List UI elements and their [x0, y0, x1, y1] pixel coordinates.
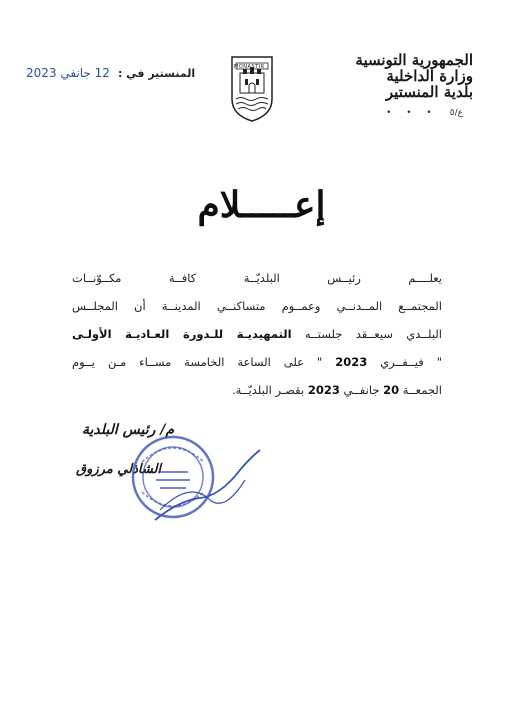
emblem-label: MONASTIR: [234, 64, 265, 70]
body-line-3: [72, 320, 442, 348]
body-line-1: يعلــــم رئيــس البلديّــة كافــة مكــوّنــات: [72, 271, 442, 285]
body-line-4-end: " على الساعة الخامسة مســاء مـن يــوم: [72, 355, 336, 369]
handwritten-signature-icon: [150, 440, 270, 530]
announcement-body: [72, 264, 442, 404]
body-line-5-day: 20: [383, 383, 400, 397]
date-block: [26, 66, 195, 80]
reference-number: ع/٥: [449, 108, 463, 118]
body-line-5-start: الجمعــة: [399, 383, 442, 397]
body-line-5-month: جانفــي: [339, 383, 384, 397]
letterhead-municipality: بلدية المنستير: [385, 83, 473, 101]
body-line-5-end: بقصـر البلديّــة.: [232, 383, 308, 397]
reference-row: [386, 108, 463, 118]
signature-name: الشاذلي مرزوق: [76, 462, 162, 477]
announcement-title: إعـــــلام: [197, 184, 326, 226]
body-line-4: [72, 348, 442, 376]
body-line-4-year: 2023: [335, 355, 368, 369]
body-line-5: [72, 376, 442, 404]
body-line-4-start: " فيــفــري: [367, 355, 443, 369]
body-line-5-year: 2023: [307, 383, 340, 397]
reference-dots: • • •: [386, 108, 438, 118]
body-line-3-text: البلــدي سيعــقد جلستــه: [291, 327, 442, 341]
body-line-3-bold: التمهيديـة للـدورة العـاديـة الأولـى: [72, 327, 292, 341]
signature-title: م/ رئيس البلدية: [82, 422, 175, 438]
letterhead: [333, 52, 473, 100]
date-label: المنستير في :: [117, 67, 196, 80]
letterhead-republic: الجمهورية التونسية: [355, 51, 473, 69]
date-value: 12 جانفي 2023: [26, 66, 110, 80]
letterhead-ministry: وزارة الداخلية: [386, 67, 473, 85]
body-line-2: المجتمــع المــدنــي وعمــوم متساكنــي المدينــة أن المجلــس: [72, 299, 442, 313]
